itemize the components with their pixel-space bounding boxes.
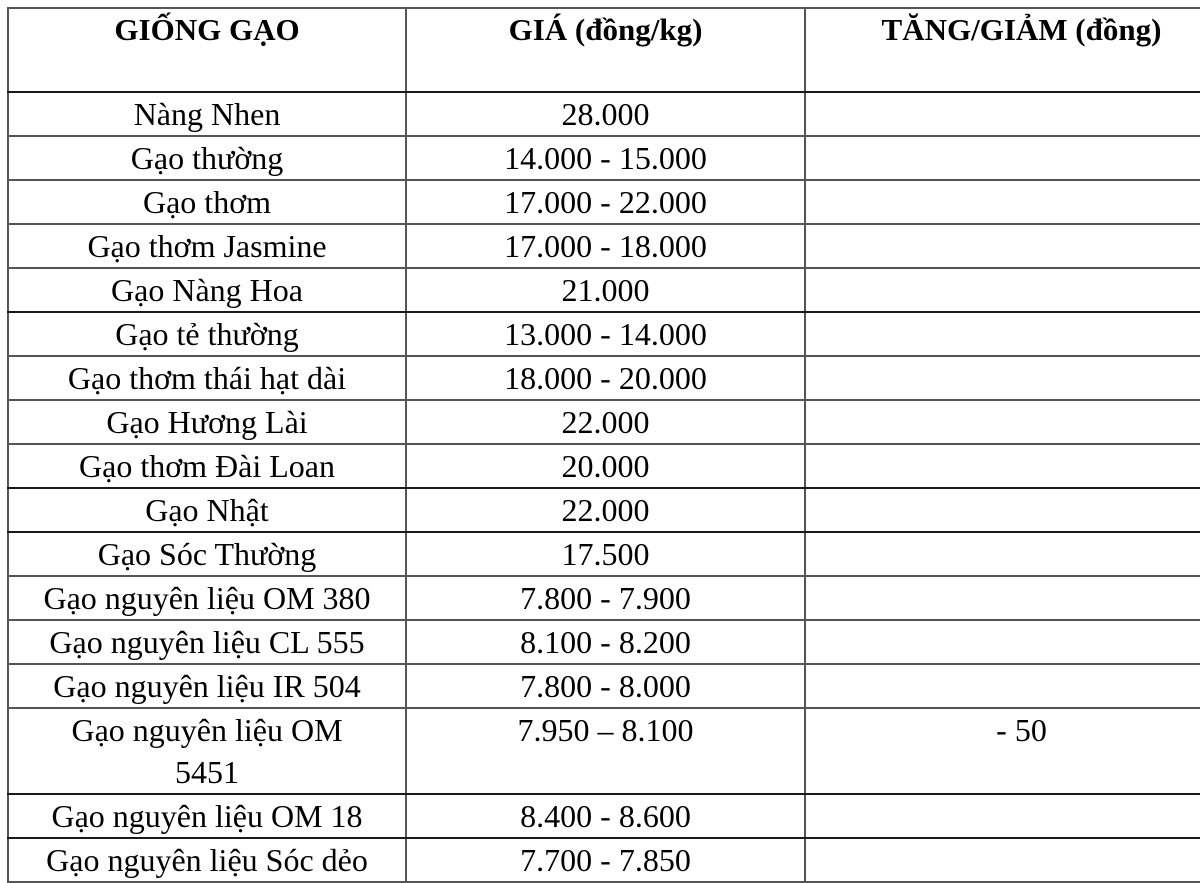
cell-variety: Gạo thơm: [8, 180, 406, 224]
cell-price: 17.000 - 22.000: [406, 180, 805, 224]
cell-price: 22.000: [406, 488, 805, 532]
cell-price: 7.800 - 7.900: [406, 576, 805, 620]
cell-variety: Gạo nguyên liệu IR 504: [8, 664, 406, 708]
table-row: [8, 92, 1200, 136]
cell-price: 7.800 - 8.000: [406, 664, 805, 708]
header-price: GIÁ (đồng/kg): [406, 8, 805, 92]
table-row: [8, 444, 1200, 488]
cell-variety: Gạo Sóc Thường: [8, 532, 406, 576]
header-variety: GIỐNG GẠO: [8, 8, 406, 92]
cell-variety: Gạo Nhật: [8, 488, 406, 532]
cell-change: [805, 224, 1200, 268]
table-row: [8, 838, 1200, 882]
cell-price: 21.000: [406, 268, 805, 312]
header-change: TĂNG/GIẢM (đồng): [805, 8, 1200, 92]
cell-change: [805, 92, 1200, 136]
cell-variety: Gạo nguyên liệu OM 5451: [8, 708, 406, 794]
cell-change: [805, 180, 1200, 224]
cell-price: 18.000 - 20.000: [406, 356, 805, 400]
cell-variety: Nàng Nhen: [8, 92, 406, 136]
cell-variety: Gạo nguyên liệu Sóc dẻo: [8, 838, 406, 882]
cell-price: 17.000 - 18.000: [406, 224, 805, 268]
cell-variety: Gạo nguyên liệu OM 380: [8, 576, 406, 620]
cell-change: [805, 576, 1200, 620]
cell-change: [805, 444, 1200, 488]
table-row: [8, 620, 1200, 664]
table-row: [8, 532, 1200, 576]
table-row: [8, 268, 1200, 312]
table-row: [8, 312, 1200, 356]
cell-price: 7.700 - 7.850: [406, 838, 805, 882]
table-row: [8, 488, 1200, 532]
table-row: [8, 794, 1200, 838]
table-header-row: [8, 8, 1200, 92]
cell-variety: Gạo Hương Lài: [8, 400, 406, 444]
cell-variety: Gạo thường: [8, 136, 406, 180]
cell-change: [805, 664, 1200, 708]
cell-price: 14.000 - 15.000: [406, 136, 805, 180]
table-row: [8, 400, 1200, 444]
cell-price: 8.400 - 8.600: [406, 794, 805, 838]
cell-change: [805, 400, 1200, 444]
rice-price-table: [7, 7, 1200, 883]
cell-change: [805, 268, 1200, 312]
cell-price: 28.000: [406, 92, 805, 136]
cell-change: [805, 794, 1200, 838]
cell-price: 22.000: [406, 400, 805, 444]
cell-change: [805, 488, 1200, 532]
cell-change: [805, 356, 1200, 400]
cell-variety: Gạo nguyên liệu CL 555: [8, 620, 406, 664]
table-row: [8, 576, 1200, 620]
cell-price: 8.100 - 8.200: [406, 620, 805, 664]
cell-change: - 50: [805, 708, 1200, 794]
cell-change: [805, 838, 1200, 882]
table-row: [8, 708, 1200, 794]
cell-change: [805, 532, 1200, 576]
cell-variety: Gạo nguyên liệu OM 18: [8, 794, 406, 838]
cell-variety: Gạo thơm Jasmine: [8, 224, 406, 268]
cell-variety: Gạo Nàng Hoa: [8, 268, 406, 312]
cell-variety: Gạo thơm thái hạt dài: [8, 356, 406, 400]
cell-change: [805, 312, 1200, 356]
table-row: [8, 136, 1200, 180]
cell-change: [805, 136, 1200, 180]
table-row: [8, 224, 1200, 268]
cell-variety: Gạo thơm Đài Loan: [8, 444, 406, 488]
table-row: [8, 664, 1200, 708]
cell-price: 17.500: [406, 532, 805, 576]
table-row: [8, 180, 1200, 224]
cell-variety: Gạo tẻ thường: [8, 312, 406, 356]
cell-change: [805, 620, 1200, 664]
table-row: [8, 356, 1200, 400]
cell-price: 13.000 - 14.000: [406, 312, 805, 356]
cell-price: 20.000: [406, 444, 805, 488]
cell-price: 7.950 – 8.100: [406, 708, 805, 794]
rice-price-table-container: [7, 7, 1200, 883]
